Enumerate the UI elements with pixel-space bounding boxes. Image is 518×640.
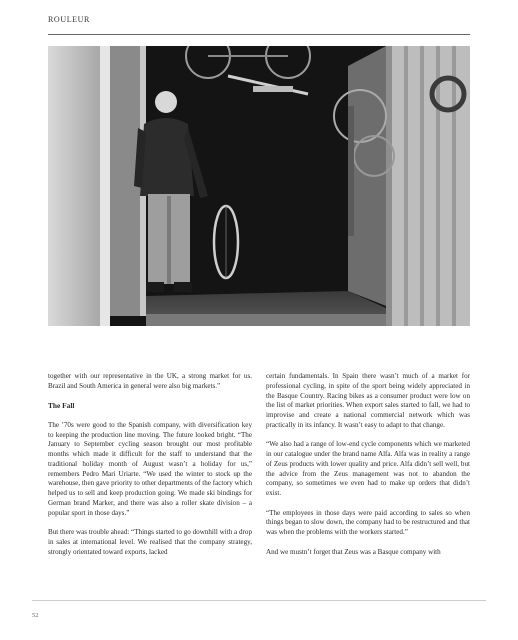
article-paragraph: certain fundamentals. In Spain there wasn’t much of a market for professional cycling, in spite of the sport being widely appreciated in the Basque Country. Racing bikes as a consumer product were low on the list of market priorities. When export sales started to fall, we had to improvise and create a national commercial network which was practically in its infancy. It wasn’t easy to adapt to that change. [266,372,470,429]
magazine-title: ROULEUR [48,15,90,24]
article-column-left [48,372,252,567]
article-paragraph: The ’70s were good to the Spanish company, with diversification key to keeping the production line moving. The future looked bright. “The January to September cycling season brought our most profitable months which made it difficult for the staff to understand that the traditional holiday month of August wasn’t a holiday for us,” remembers Pedro Mari Uriarte. “We used the winter to stock up the warehouse, then gave priority to other departments of the factory which helped us to sell and keep production going. We made ski bindings for German brand Marker, and there was also a roller skate division – a popular sport in those days.” [48,420,252,517]
header-divider [48,34,470,35]
article-paragraph: “The employees in those days were paid according to sales so when things began to slow down, the company had to be restructured and that was when the problems with the workers started.” [266,508,470,536]
footer-divider [32,600,486,601]
section-heading: The Fall [48,401,75,411]
article-paragraph: together with our representative in the UK, a strong market for us. Brazil and South America in general were also big markets.” [48,372,252,390]
article-paragraph: But there was trouble ahead: “Things started to go downhill with a drop in sales at international level. We realised that the company strategy, strongly orientated toward exports, lacked [48,528,252,556]
article-paragraph: “We also had a range of low-end cycle components which we marketed in our catalogue under the brand name Alfa. Alfa was in reality a range of Zeus products with lower quality and price. Alfa didn’t sell well, but the advice from the Zeus management was not to abandon the company, so sometimes we even had to make up orders that didn’t exist. [266,440,470,497]
article-paragraph: And we mustn’t forget that Zeus was a Basque company with [266,547,441,556]
photo-illustration [48,46,470,326]
workshop-doorway-photo [48,46,470,326]
article-column-right [266,372,470,567]
page-number: 52 [32,612,39,619]
